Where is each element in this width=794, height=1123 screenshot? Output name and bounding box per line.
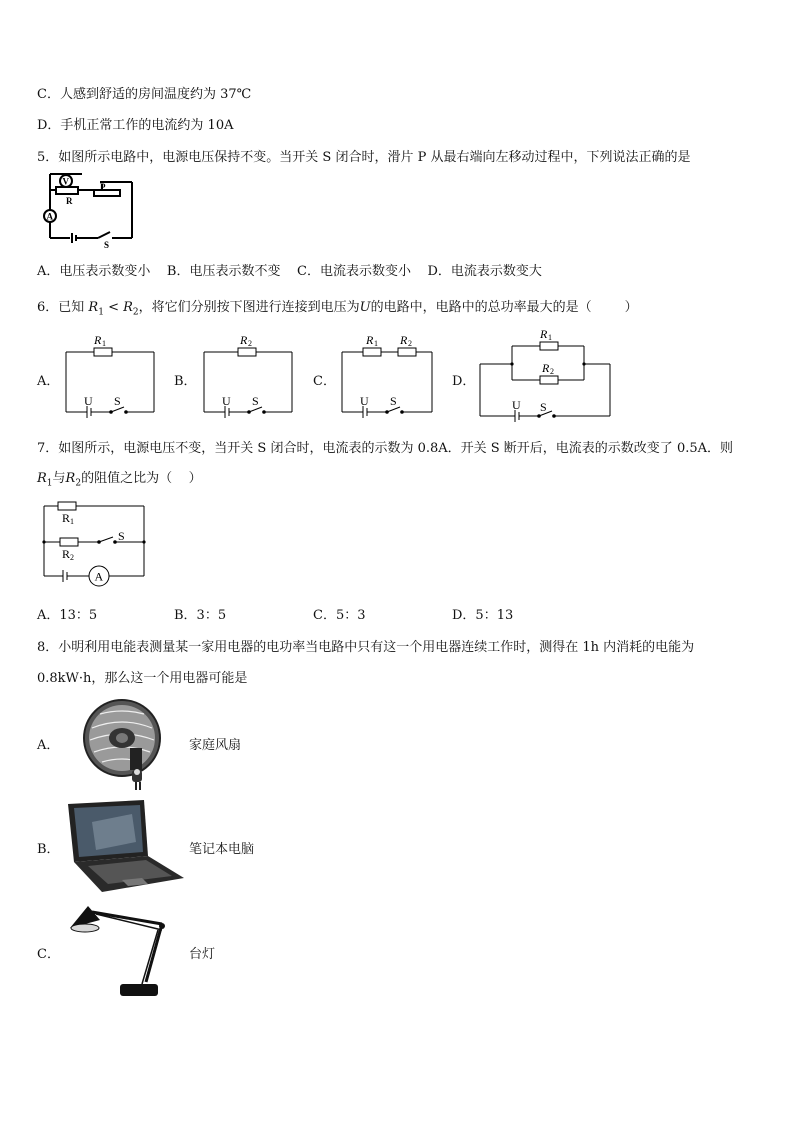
q8-option-c-label: C． — [37, 947, 60, 962]
q8-option-b-label: B． — [37, 842, 60, 857]
q6b-r-label: R — [240, 333, 248, 347]
q6b-u-label: U — [222, 394, 231, 408]
q6a-r-sub: 1 — [102, 339, 106, 348]
q6-option-a-label: A． — [37, 374, 60, 389]
desk-lamp-icon — [66, 900, 170, 1000]
question-7-text: 7．如图所示，电源电压不变，当开关 S 闭合时，电流表的示数为 0.8A．开关 S 断开后，电流表的示数改变了 0.5A．则 — [37, 441, 734, 456]
q8-option-c-text: 台灯 — [189, 947, 216, 962]
slider-label: P — [100, 182, 106, 192]
q6-cond-lt: < — [103, 300, 124, 315]
q6-circuit-b — [198, 330, 298, 420]
option-d-text: D．手机正常工作的电流约为 10A — [37, 118, 234, 133]
option-c-text: C．人感到舒适的房间温度约为 37℃ — [37, 87, 252, 102]
q6-circuit-d — [476, 322, 616, 422]
q6c-r1-sub: 1 — [374, 339, 378, 348]
q5-circuit-diagram — [42, 172, 136, 250]
resistor-label: R — [66, 196, 73, 206]
q6d-s-label: S — [540, 400, 547, 414]
q7-and: 与 — [52, 471, 66, 486]
q6a-r-label: R — [94, 333, 102, 347]
q7-option-c: C．5：3 — [313, 608, 366, 623]
question-5-options: A．电压表示数变小 B．电压表示数不变 C．电流表示数变小 D．电流表示数变大 — [37, 264, 542, 279]
q6a-s-label: S — [114, 394, 121, 408]
q6-option-d-label: D． — [452, 374, 476, 389]
q6-circuit-c — [336, 328, 438, 420]
q6c-u-label: U — [360, 394, 369, 408]
q6c-r2-label: R — [400, 333, 408, 347]
q6a-u-label: U — [84, 394, 93, 408]
q8-option-a-label: A． — [37, 738, 60, 753]
q6d-r2-label: R — [542, 361, 550, 375]
q7-option-a: A．13：5 — [37, 608, 98, 623]
q7-r1: R — [37, 471, 47, 486]
question-7-line2 — [37, 467, 202, 489]
q6-cond-sub1: 1 — [98, 307, 104, 318]
q6d-u-label: U — [512, 398, 521, 412]
q6-prefix: 6．已知 — [37, 300, 89, 315]
question-5-text: 5．如图所示电路中，电源电压保持不变。当开关 S 闭合时，滑片 P 从最右端向左移动过程中，下列说法正确的是 — [37, 150, 691, 165]
q7-option-b: B．3：5 — [174, 608, 227, 623]
q7-r1-sub: 1 — [46, 478, 53, 489]
q7-fig-r2: R — [62, 547, 71, 561]
switch-label: S — [104, 240, 110, 250]
q6c-r1-label: R — [366, 333, 374, 347]
question-6-text — [37, 296, 638, 318]
q7-ammeter-label: A — [94, 569, 104, 584]
q8-option-a-text: 家庭风扇 — [189, 738, 242, 753]
q6d-r1-label: R — [540, 327, 548, 341]
question-8-line2: 0.8kW·h，那么这一个用电器可能是 — [37, 671, 248, 686]
q6-cond-r1: R — [88, 300, 99, 315]
q6-tail: 的电路中，电路中的总功率最大的是（ ） — [370, 300, 638, 315]
q6-option-b-label: B． — [174, 374, 197, 389]
q6-option-c-label: C． — [313, 374, 336, 389]
q6d-r1-sub: 1 — [548, 333, 552, 342]
q7-fig-r1-sub: 1 — [70, 517, 74, 526]
ammeter-label: A — [46, 211, 53, 222]
q6c-r2-sub: 2 — [408, 339, 412, 348]
laptop-icon — [62, 798, 186, 894]
q7-r2-sub: 2 — [75, 478, 82, 489]
q7-fig-s: S — [118, 529, 125, 543]
q6-circuit-a — [60, 330, 160, 420]
q7-r2: R — [65, 471, 76, 486]
q6-u: U — [359, 300, 371, 315]
q7-option-d: D．5：13 — [452, 608, 514, 623]
q8-option-b-text: 笔记本电脑 — [189, 842, 255, 857]
fan-icon — [80, 698, 168, 792]
q7-fig-r1: R — [62, 511, 71, 525]
q6b-r-sub: 2 — [248, 339, 252, 348]
q6c-s-label: S — [390, 394, 397, 408]
q7-fig-r2-sub: 2 — [70, 553, 74, 562]
q7-tail: 的阻值之比为（ ） — [81, 471, 202, 486]
q6b-s-label: S — [252, 394, 259, 408]
q6-cond-sub2: 2 — [132, 307, 139, 318]
q6-cond-r2: R — [123, 300, 133, 315]
q6d-r2-sub: 2 — [550, 367, 554, 376]
voltmeter-label: V — [62, 176, 69, 187]
q7-circuit-diagram — [38, 498, 150, 584]
question-8-text: 8．小明利用电能表测量某一家用电器的电功率当电路中只有这一个用电器连续工作时，测得在 1h 内消耗的电能为 — [37, 640, 695, 655]
q6-suffix: ，将它们分别按下图进行连接到电压为 — [138, 300, 360, 315]
